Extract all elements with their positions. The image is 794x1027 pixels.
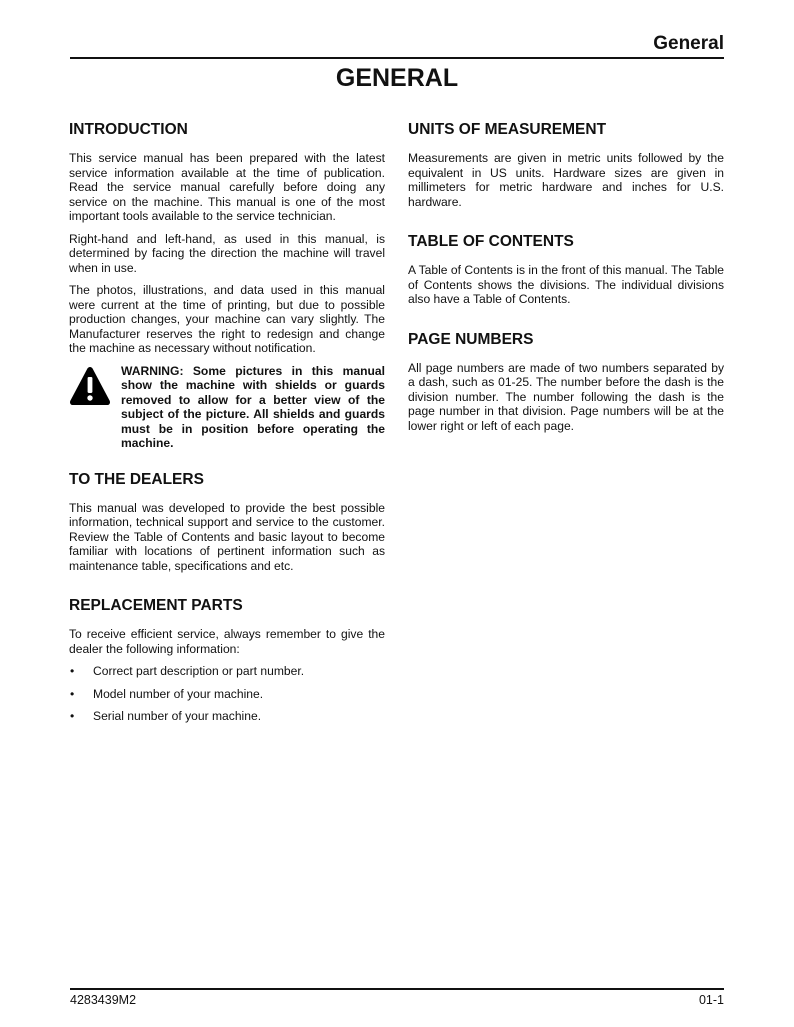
- left-column: [69, 121, 385, 732]
- toc-section: [408, 233, 724, 307]
- page-title: GENERAL: [335, 64, 459, 92]
- warning-text: WARNING: Some pictures in this manual show the machine with shields or guards removed to allow for a better view of the subject of the picture. All shields and guards must be in position before operating the machine.: [121, 363, 385, 450]
- units-section: [408, 121, 724, 209]
- introduction-paragraph-1: This service manual has been prepared with the latest service information available at the time of publication. Read the service manual carefully before doing any service on the machine. This manual is one of the most important tools available to the service technician.: [69, 151, 385, 223]
- page-numbers-heading: PAGE NUMBERS: [408, 330, 534, 348]
- bullet-glyph: •: [70, 686, 75, 701]
- introduction-paragraph-2: Right-hand and left-hand, as used in this manual, is determined by facing the direction the machine will travel when in use.: [69, 231, 385, 275]
- page-numbers-section: [408, 331, 724, 434]
- bullet-glyph: •: [70, 664, 75, 678]
- introduction-section: [69, 121, 385, 451]
- toc-heading: TABLE OF CONTENTS: [408, 233, 574, 250]
- page-numbers-paragraph: All page numbers are made of two numbers separated by a dash, such as 01-25. The number before the dash is the division number. The number following the dash is the page number in that division. Page numbers will be at the lower right or left of each page.: [408, 360, 724, 433]
- units-paragraph: Measurements are given in metric units followed by the equivalent in US units. Hardware sizes are given in millimeters for metric hardware and inches for U.S. hardware.: [408, 151, 724, 209]
- list-item: [69, 687, 385, 702]
- replacement-parts-list: [69, 664, 385, 724]
- warning-triangle-icon: [69, 364, 121, 411]
- introduction-paragraph-3: The photos, illustrations, and data used in this manual were current at the time of printing, but due to possible production changes, your machine can vary slightly. The Manufacturer reserves the right to redesign and change the machine as necessary without notification.: [69, 283, 385, 355]
- header-rule: [70, 57, 724, 59]
- dealers-paragraph: This manual was developed to provide the best possible information, technical support and service to the customer. Review the Table of Contents and basic layout to become familiar with locations of pertinent information such as maintenance table, specifications and etc.: [69, 500, 385, 573]
- list-item: [69, 709, 385, 724]
- right-column: [408, 121, 724, 441]
- list-item-text: Model number of your machine.: [93, 686, 264, 701]
- replacement-parts-heading: REPLACEMENT PARTS: [69, 597, 243, 614]
- replacement-parts-paragraph: To receive efficient service, always remember to give the dealer the following information:: [69, 627, 385, 656]
- dealers-section: [69, 471, 385, 574]
- bullet-glyph: •: [70, 709, 75, 723]
- replacement-parts-section: [69, 597, 385, 724]
- units-heading: UNITS OF MEASUREMENT: [408, 121, 607, 138]
- list-item-text: Serial number of your machine.: [93, 709, 262, 723]
- footer-part-number: 4283439M2: [70, 993, 137, 1007]
- list-item-text: Correct part description or part number.: [93, 664, 305, 678]
- dealers-heading: TO THE DEALERS: [69, 470, 204, 488]
- warning-box: [69, 364, 385, 451]
- toc-paragraph: A Table of Contents is in the front of this manual. The Table of Contents shows the divisions. The individual divisions also have a Table of Contents.: [408, 263, 724, 306]
- section-header-label: General: [653, 33, 724, 54]
- introduction-heading: INTRODUCTION: [69, 121, 188, 138]
- list-item: [69, 664, 385, 679]
- footer-page-number: 01-1: [698, 993, 724, 1007]
- footer-rule: [70, 988, 724, 990]
